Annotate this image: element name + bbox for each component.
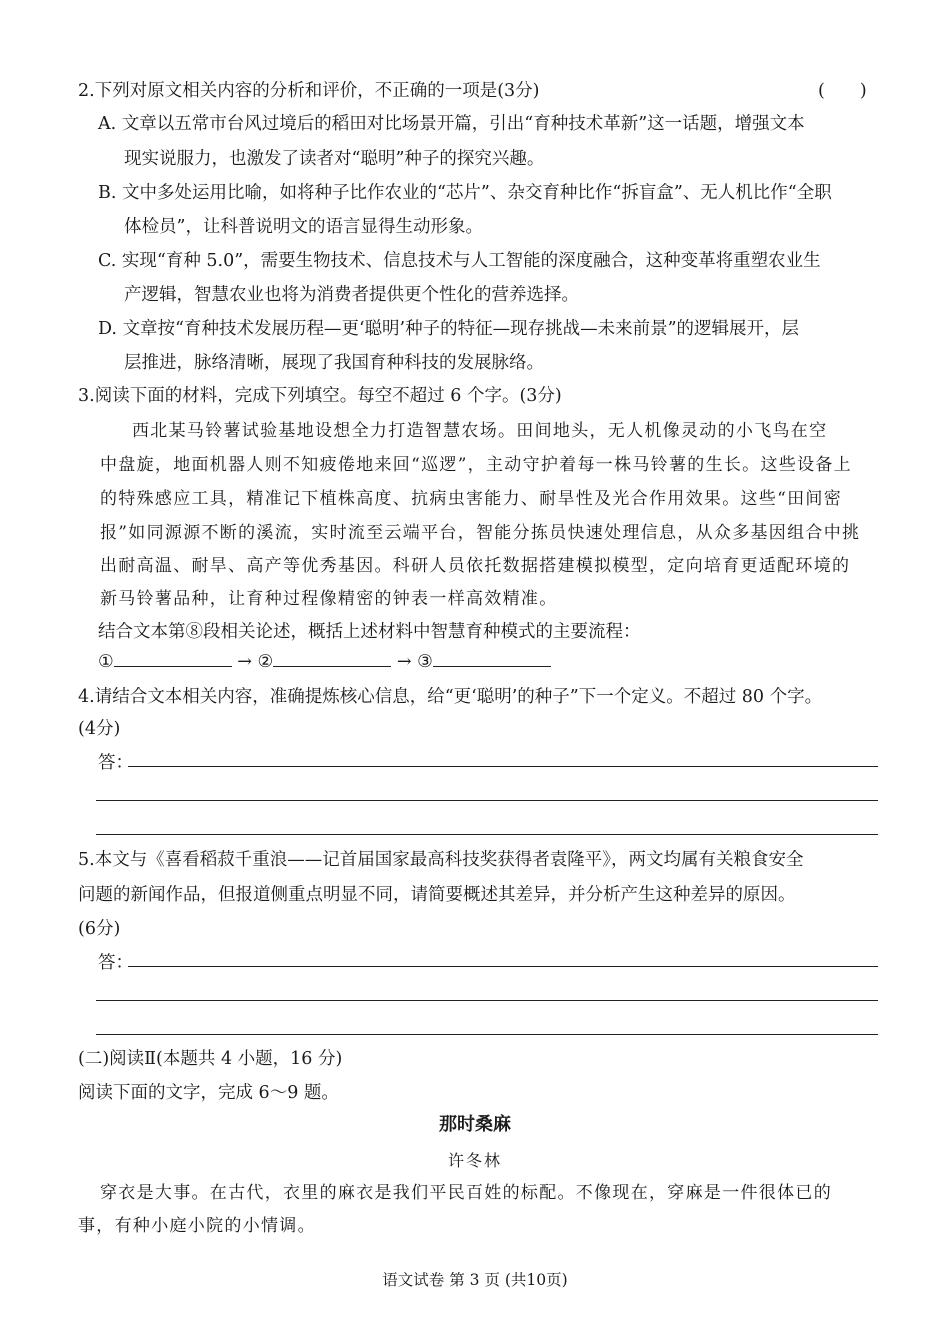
q4-answer-line[interactable] — [96, 834, 878, 835]
flow-blank-3[interactable] — [433, 648, 551, 667]
q2-option-b-line1: B. 文中多处运用比喻，如将种子比作农业的“芯片”、杂交育种比作“拆盲盒”、无人机比作“全职 — [98, 183, 832, 203]
q3-flow-blanks — [98, 648, 551, 675]
q3-material-line: 报”如同源源不断的溪流，实时流至云端平台，智能分拣员快速处理信息，从众多基因组合中挑 — [100, 523, 861, 543]
passage-title: 那时桑麻 — [439, 1114, 511, 1135]
q2-option-d-line1: D. 文章按“育种技术发展历程—更‘聪明’种子的特征—现存挑战—未来前景”的逻辑展开，层 — [98, 319, 800, 339]
q5-answer-line[interactable] — [96, 1000, 878, 1001]
q3-material-line: 西北某马铃薯试验基地设想全力打造智慧农场。田间地头，无人机像灵动的小飞鸟在空 — [132, 421, 828, 441]
q5-answer-line[interactable] — [128, 966, 878, 967]
flow-arrow: → — [396, 652, 412, 672]
q2-answer-bracket: ( ) — [818, 81, 867, 101]
q4-answer-line[interactable] — [128, 766, 878, 767]
flow-arrow: → — [237, 652, 252, 672]
q3-material-line: 出耐高温、耐旱、高产等优秀基因。科研人员依托数据搭建模拟模型，定向培育更适配环境的 — [100, 556, 851, 576]
q3-stem: 3.阅读下面的材料，完成下列填空。每空不超过 6 个字。(3分) — [78, 386, 562, 406]
passage-paragraph-line: 事，有种小庭小院的小情调。 — [78, 1216, 316, 1236]
q4-answer-line[interactable] — [96, 800, 878, 801]
section-instruction: 阅读下面的文字，完成 6～9 题。 — [78, 1083, 339, 1103]
flow-number-1: ① — [98, 652, 114, 672]
q2-option-a-line1: A. 文章以五常市台风过境后的稻田对比场景开篇，引出“育种技术革新”这一话题，增强文本 — [98, 114, 805, 134]
q5-answer-label: 答： — [98, 953, 133, 973]
q2-option-c-line1: C. 实现“育种 5.0”，需要生物技术、信息技术与人工智能的深度融合，这种变革将重塑农业生 — [98, 251, 821, 271]
passage-paragraph-line: 穿衣是大事。在古代，衣里的麻衣是我们平民百姓的标配。不像现在，穿麻是一件很体已的 — [100, 1183, 832, 1203]
q5-stem-line1: 5.本文与《喜看稻菽千重浪——记首届国家最高科技奖获得者袁隆平》，两文均属有关粮食安全 — [78, 850, 804, 870]
q3-material-line: 中盘旋，地面机器人则不知疲倦地来回“巡逻”，主动守护着每一株马铃薯的生长。这些设备上 — [100, 455, 852, 475]
q3-material-line: 新马铃薯品种，让育种过程像精密的钟表一样高效精准。 — [100, 589, 558, 609]
flow-blank-1[interactable] — [114, 648, 232, 667]
passage-author: 许冬林 — [447, 1151, 502, 1170]
q5-answer-line[interactable] — [96, 1034, 878, 1035]
q2-option-a-line2: 现实说服力，也激发了读者对“聪明”种子的探究兴趣。 — [124, 149, 545, 169]
page-footer: 语文试卷 第 3 页 (共10页) — [382, 1271, 568, 1289]
flow-number-3: ③ — [417, 652, 433, 672]
q3-material-line: 的特殊感应工具，精准记下植株高度、抗病虫害能力、耐旱性及光合作用效果。这些“田间密 — [100, 489, 842, 509]
q3-prompt: 结合文本第⑧段相关论述，概括上述材料中智慧育种模式的主要流程： — [98, 622, 641, 642]
q2-option-d-line2: 层推进，脉络清晰，展现了我国育种科技的发展脉络。 — [124, 353, 544, 373]
flow-blank-2[interactable] — [273, 648, 391, 667]
q2-stem: 2.下列对原文相关内容的分析和评价，不正确的一项是(3分) — [78, 81, 540, 101]
q5-stem-line3: (6分) — [78, 919, 121, 939]
section-heading: (二)阅读Ⅱ(本题共 4 小题，16 分) — [78, 1049, 343, 1069]
q4-stem-line2: (4分) — [78, 719, 121, 739]
q2-option-c-line2: 产逻辑，智慧农业也将为消费者提供更个性化的营养选择。 — [124, 285, 579, 305]
flow-number-2: ② — [257, 652, 274, 672]
q5-stem-line2: 问题的新闻作品，但报道侧重点明显不同，请简要概述其差异，并分析产生这种差异的原因。 — [78, 885, 796, 905]
q2-option-b-line2: 体检员”，让科普说明文的语言显得生动形象。 — [124, 217, 483, 237]
q4-stem-line1: 4.请结合文本相关内容，准确提炼核心信息，给“更‘聪明’的种子”下一个定义。不超过 80 个字。 — [78, 687, 823, 707]
q4-answer-label: 答： — [98, 753, 133, 773]
